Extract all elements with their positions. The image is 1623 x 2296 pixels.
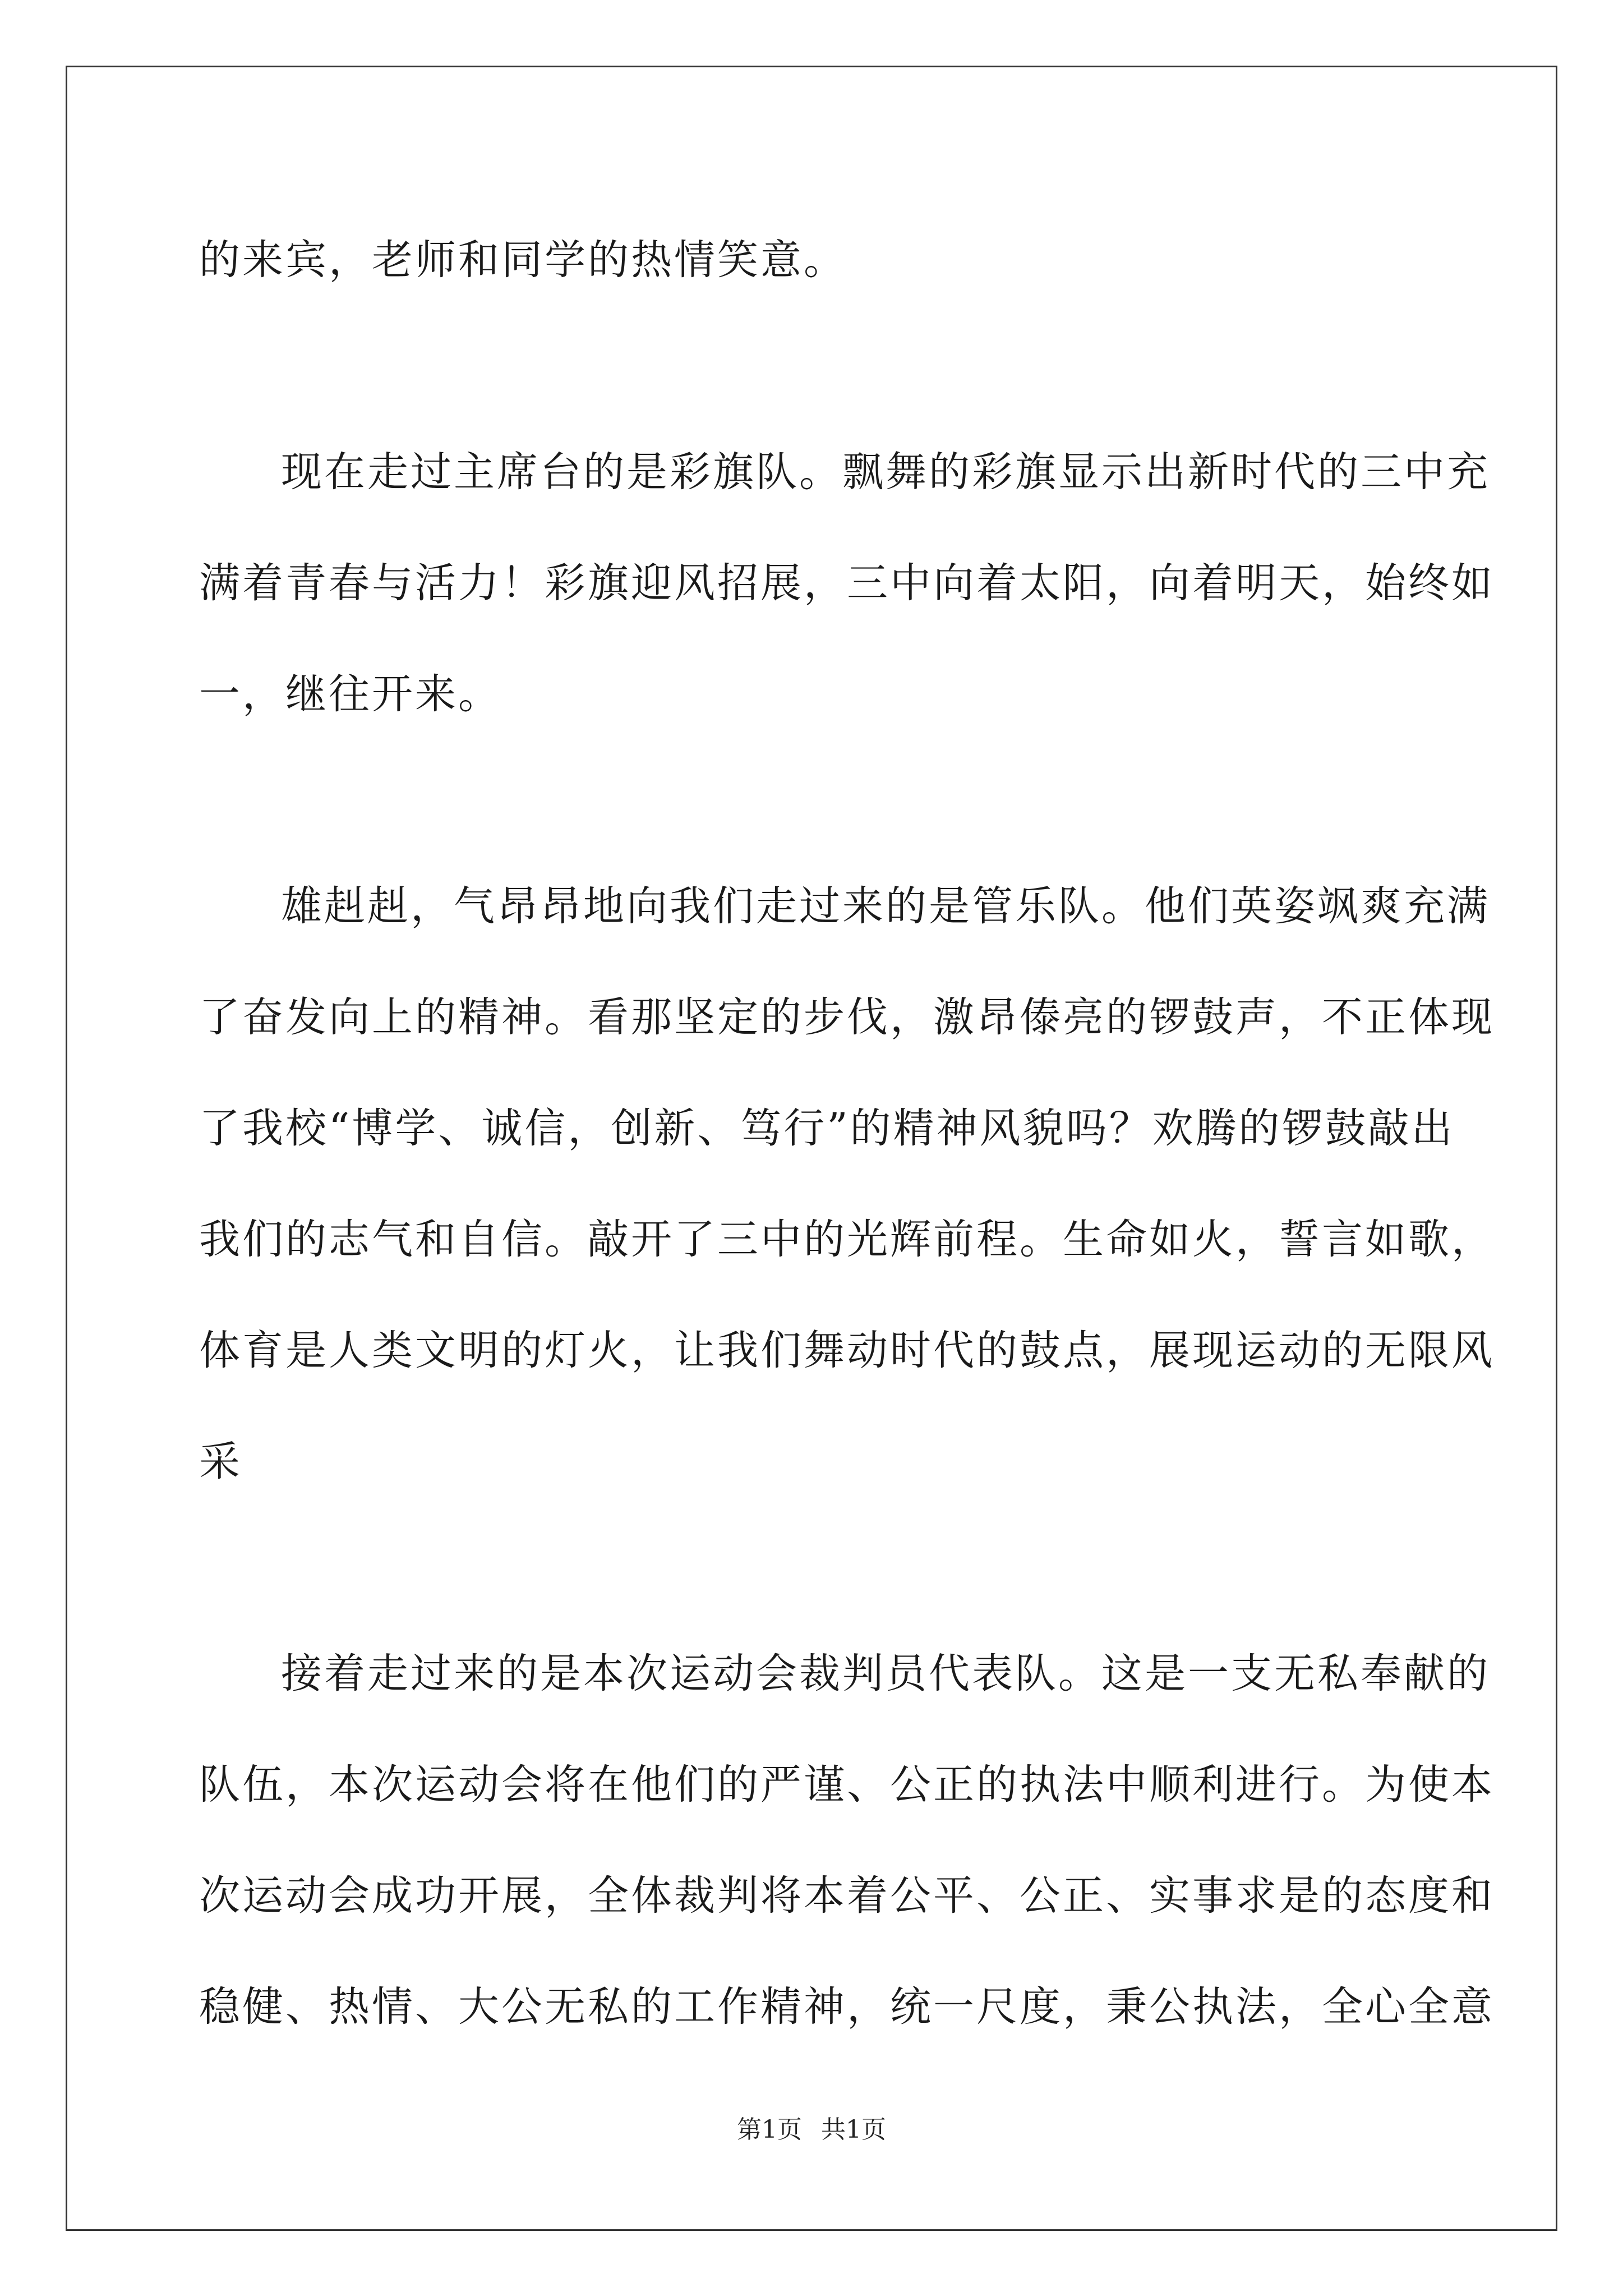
- text-line: 次运动会成功开展，全体裁判将本着公平、公正、实事求是的态度和: [199, 1872, 1495, 1920]
- text-line: 队伍，本次运动会将在他们的严谨、公正的执法中顺利进行。为使本: [199, 1761, 1495, 1809]
- text-line: 的来宾，老师和同学的热情笑意。: [199, 236, 847, 284]
- text-line: 一，继往开来。: [199, 670, 501, 718]
- text-line: 了奋发向上的精神。看那坚定的步伐，激昂傣亮的锣鼓声，不正体现: [199, 993, 1495, 1041]
- text-line: 了我校“博学、诚信，创新、笃行”的精神风貌吗？欢腾的锣鼓敲出: [199, 1105, 1455, 1152]
- page-total: 共1页: [821, 2115, 886, 2144]
- text-line: 现在走过主席台的是彩旗队。飘舞的彩旗显示出新时代的三中充: [281, 448, 1490, 496]
- text-line: 稳健、热情、大公无私的工作精神，统一尺度，秉公执法，全心全意: [199, 1983, 1495, 2031]
- text-line: 满着青春与活力！彩旗迎风招展，三中向着太阳，向着明天，始终如: [199, 559, 1495, 607]
- paragraph-gap: [199, 316, 1430, 417]
- text-line: 接着走过来的是本次运动会裁判员代表队。这是一支无私奉献的: [281, 1650, 1490, 1697]
- text-line: 体育是人类文明的灯火，让我们舞动时代的鼓点，展现运动的无限风: [199, 1327, 1495, 1374]
- text-line: 雄赳赳，气昂昂地向我们走过来的是管乐队。他们英姿飒爽充满: [281, 882, 1490, 930]
- text-line: 采: [199, 1438, 242, 1485]
- paragraph-gap: [199, 750, 1430, 851]
- document-body: [199, 205, 1495, 2063]
- page-number: 第1页: [737, 2115, 802, 2144]
- paragraph-gap: [199, 1517, 1430, 1618]
- page-footer: [0, 2109, 1623, 2145]
- text-line: 我们的志气和自信。敲开了三中的光辉前程。生命如火，誓言如歌，: [199, 1216, 1495, 1263]
